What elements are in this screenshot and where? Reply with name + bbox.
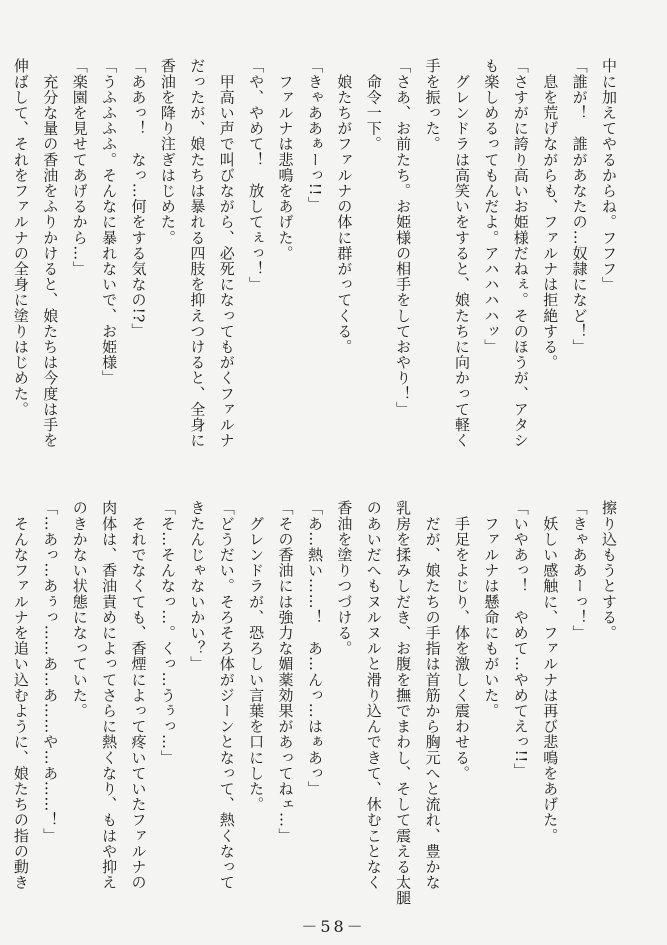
text-line: 「さあ、お前たち。お姫様の相手をしておやり！」 [394, 58, 413, 417]
text-line: も楽しめるってもんだよ。アハハハハッ」 [482, 58, 501, 355]
text-line: だったが、娘たちは暴れる四肢を抑えつけると、全身に [188, 58, 207, 448]
text-line: 「や、やめて！ 放してぇっ！」 [247, 58, 266, 292]
text-line: 息を荒げながらも、ファルナは拒絶する。 [541, 58, 560, 370]
text-line: 充分な量の香油をふりかけると、娘たちは今度は手を [41, 58, 60, 448]
text-line: 「さすがに誇り高いお姫様だねぇ。そのほうが、アタシ [511, 58, 530, 448]
text-line: 手を振った。 [423, 58, 442, 152]
lower-text-block [11, 500, 623, 906]
text-line [0, 58, 5, 478]
text-line: 手足をよじり、体を激しく震わせる。 [452, 500, 471, 781]
text-line: グレンドラが、恐ろしい言葉を口にした。 [247, 500, 266, 812]
text-line: きたんじゃないかい？」 [188, 500, 207, 672]
text-line: 「いやあっ！ やめて…やめてえっ!!」 [511, 500, 530, 779]
text-line: 娘たちがファルナの体に群がってくる。 [335, 58, 354, 355]
text-line: そんなファルナを追い込むように、娘たちの指の動き [11, 500, 30, 890]
text-line: 「きゃああぁーっ!!」 [305, 58, 324, 212]
text-line: 擦り込もうとする。 [600, 500, 618, 641]
text-line: 「どうだい。そろそろ体がジーンとなって、熱くなって [217, 500, 236, 890]
text-line: 「楽園を見せてあげるから…」 [70, 58, 89, 277]
text-line: 「…あっ…あぅっ……あ…あ……や…あ……！」 [41, 500, 60, 844]
text-line: 「きゃああーっ！」 [570, 500, 589, 641]
text-line: ファルナは悲鳴をあげた。 [276, 58, 295, 261]
text-line: 香油を塗りつづける。 [335, 500, 354, 656]
text-line: 香油を降り注ぎはじめた。 [158, 58, 177, 246]
text-line: グレンドラは高笑いをすると、娘たちに向かって軽く [452, 58, 471, 448]
text-line: 命令一下。 [364, 58, 383, 152]
text-line: のきかない状態になっていた。 [70, 500, 89, 719]
text-line: のあいだへもヌルヌルと滑り込んできて、休むことなく [364, 500, 383, 890]
text-line: 「その香油には強力な媚薬効果があってねェ…」 [276, 500, 295, 844]
text-line: 「そ…そんなっ…。くっ…うぅっ…」 [158, 500, 177, 766]
text-line: 「誰が！ 誰があなたの…奴隷になど！」 [570, 58, 589, 355]
text-line: 中に加えてやるからね。フフフ」 [600, 58, 618, 292]
text-line: 肉体は、香油責めによってさらに熱くなり、もはや抑え [100, 500, 119, 890]
text-line: 「うふふふふ。そんなに暴れないで、お姫様」 [100, 58, 119, 386]
text-line: 「あ…熱い……！ あ…んっ…はぁあっ」 [305, 500, 324, 797]
text-line: それでなくても、香煙によって疼いていたファルナの [129, 500, 148, 890]
text-line: 伸ばして、それをファルナの全身に塗りはじめた。 [11, 58, 30, 417]
text-line: 妖しい感触に、ファルナは再び悲鳴をあげた。 [541, 500, 560, 844]
text-line: 甲高い声で叫びながら、必死になってもがくファルナ [217, 58, 236, 448]
text-line: ファルナは懸命にもがいた。 [482, 500, 501, 719]
upper-text-block [11, 58, 623, 478]
text-line: だが、娘たちの手指は首筋から胸元へと流れ、豊かな [423, 500, 442, 890]
text-line: 「ああっ！ なっ…何をする気なの!?」 [129, 58, 148, 339]
page-number: －58－ [301, 917, 366, 936]
text-line: 乳房を揉みしだき、お腹を撫でまわし、そして震える太腿 [394, 500, 413, 906]
text-line [0, 500, 5, 900]
